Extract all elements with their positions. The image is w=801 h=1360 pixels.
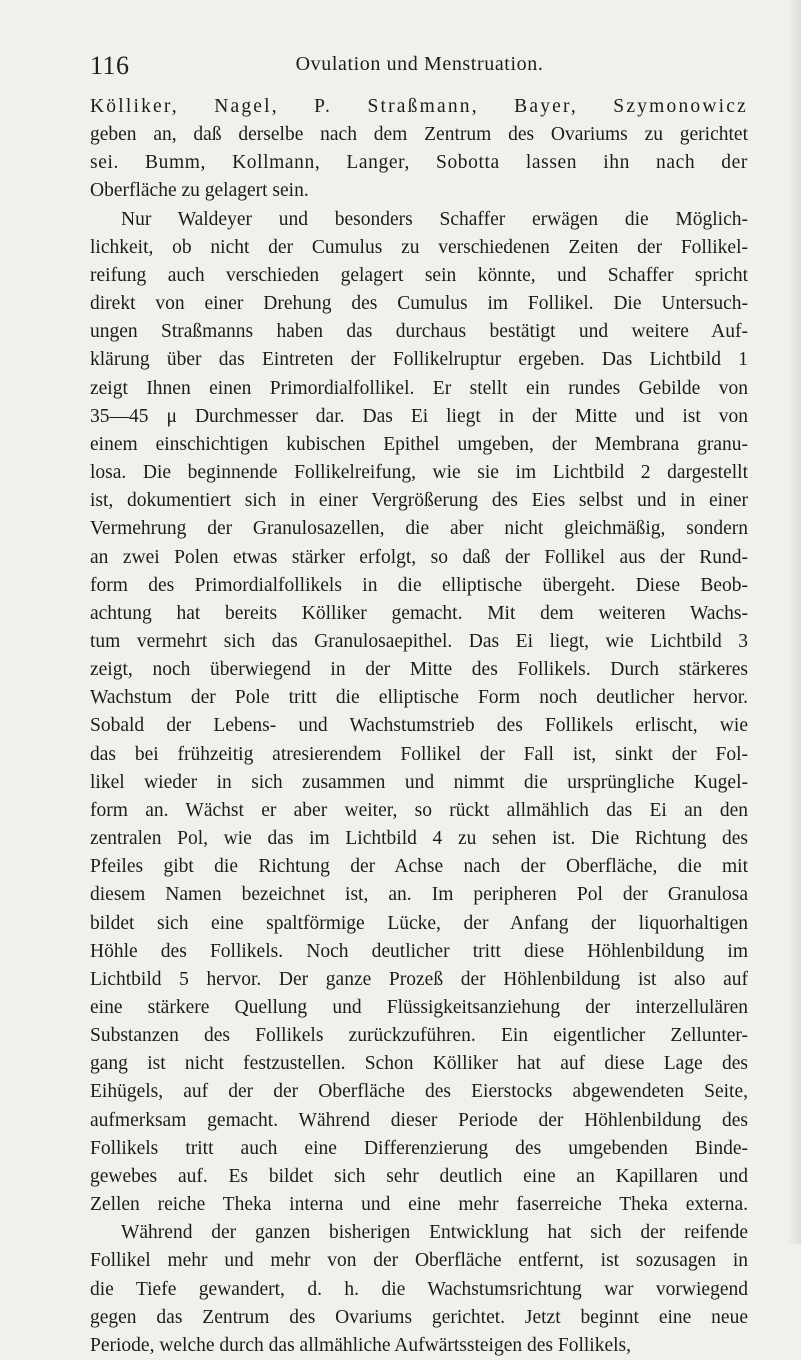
text-line: an zwei Polen etwas stärker erfolgt, so daß der Follikel aus der Rund- [90, 546, 748, 568]
page-edge-shadow [787, 0, 801, 1244]
text-line: Lichtbild 5 hervor. Der ganze Prozeß der Höhlenbildung ist also auf [90, 968, 748, 990]
text-line: Follikel mehr und mehr von der Oberfläche entfernt, ist sozusagen in [90, 1250, 748, 1272]
text-line: Sobald der Lebens- und Wachstumstrieb des Follikels erlischt, wie [90, 715, 748, 737]
text-line: Vermehrung der Granulosazellen, die aber nicht gleichmäßig, sondern [90, 518, 748, 540]
text-line: die Tiefe gewandert, d. h. die Wachstumsrichtung war vorwiegend [90, 1278, 748, 1300]
text-line: Höhle des Follikels. Noch deutlicher tritt diese Höhlenbildung im [90, 940, 748, 962]
text-line: einem einschichtigen kubischen Epithel umgeben, der Membrana granu- [90, 433, 748, 455]
text-line: gegen das Zentrum des Ovariums gerichtet. Jetzt beginnt eine neue [90, 1306, 748, 1328]
text-line: zeigt, noch überwiegend in der Mitte des Follikels. Durch stärkeres [90, 659, 748, 681]
text-line: lichkeit, ob nicht der Cumulus zu verschiedenen Zeiten der Follikel- [90, 236, 748, 258]
text-line: klärung über das Eintreten der Follikelruptur ergeben. Das Lichtbild 1 [90, 349, 748, 371]
text-line: Eihügels, auf der der Oberfläche des Eierstocks abgewendeten Seite, [90, 1081, 748, 1103]
text-line: ist, dokumentiert sich in einer Vergrößerung des Eies selbst und in einer [90, 490, 748, 512]
text-line: Kölliker, Nagel, P. Straßmann, Bayer, Szymonowicz [90, 96, 748, 117]
text-line: geben an, daß derselbe nach dem Zentrum des Ovariums zu gerichtet [90, 124, 748, 146]
text-line: gewebes auf. Es bildet sich sehr deutlich eine an Kapillaren und [90, 1165, 748, 1187]
text-line: Wachstum der Pole tritt die elliptische Form noch deutlicher hervor. [90, 687, 748, 709]
text-line: Zellen reiche Theka interna und eine mehr faserreiche Theka externa. [90, 1194, 748, 1216]
page-number: 116 [90, 51, 130, 80]
text-line: 35—45 μ Durchmesser dar. Das Ei liegt in der Mitte und ist von [90, 405, 748, 427]
text-line: tum vermehrt sich das Granulosaepithel. Das Ei liegt, wie Lichtbild 3 [90, 630, 748, 652]
text-line: Substanzen des Follikels zurückzuführen. Ein eigentlicher Zellunter- [90, 1025, 748, 1047]
text-line: direkt von einer Drehung des Cumulus im Follikel. Die Untersuch- [90, 293, 748, 315]
text-line: achtung hat bereits Kölliker gemacht. Mit dem weiteren Wachs- [90, 602, 748, 624]
text-line: sei. Bumm, Kollmann, Langer, Sobotta lassen ihn nach der [90, 152, 748, 174]
text-line: eine stärkere Quellung und Flüssigkeitsanziehung der interzellulären [90, 997, 748, 1018]
text-line: form an. Wächst er aber weiter, so rückt allmählich das Ei an den [90, 799, 748, 821]
text-line: zeigt Ihnen einen Primordialfollikel. Er stellt ein rundes Gebilde von [90, 377, 748, 399]
text-line: ungen Straßmanns haben das durchaus bestätigt und weitere Auf- [90, 321, 748, 343]
text-line: reifung auch verschieden gelagert sein könnte, und Schaffer spricht [90, 264, 748, 286]
text-line: Nur Waldeyer und besonders Schaffer erwägen die Möglich- [121, 208, 748, 230]
text-line: bildet sich eine spaltförmige Lücke, der Anfang der liquorhaltigen [90, 912, 748, 934]
text-line: zentralen Pol, wie das im Lichtbild 4 zu sehen ist. Die Richtung des [90, 828, 748, 850]
text-line: likel wieder in sich zusammen und nimmt die ursprüngliche Kugel- [90, 771, 748, 793]
text-line: Periode, welche durch das allmähliche Aufwärtssteigen des Follikels, [90, 1334, 631, 1356]
text-line: Oberfläche zu gelagert sein. [90, 180, 309, 202]
text-line: Pfeiles gibt die Richtung der Achse nach der Oberfläche, die mit [90, 856, 748, 878]
text-line: Follikels tritt auch eine Differenzierung des umgebenden Binde- [90, 1137, 748, 1159]
text-line: losa. Die beginnende Follikelreifung, wie sie im Lichtbild 2 dargestellt [90, 462, 748, 484]
text-line: diesem Namen bezeichnet ist, an. Im peripheren Pol der Granulosa [90, 884, 748, 906]
text-line: Während der ganzen bisherigen Entwicklung hat sich der reifende [121, 1222, 748, 1244]
text-line: das bei frühzeitig atresierendem Follikel der Fall ist, sinkt der Fol- [90, 743, 748, 765]
body-text [90, 93, 748, 1360]
running-title: Ovulation und Menstruation. [295, 53, 544, 75]
text-line: gang ist nicht festzustellen. Schon Kölliker hat auf diese Lage des [90, 1053, 748, 1075]
text-line: form des Primordialfollikels in die elliptische übergeht. Diese Beob- [90, 574, 748, 596]
text-line: aufmerksam gemacht. Während dieser Periode der Höhlenbildung des [90, 1109, 748, 1131]
